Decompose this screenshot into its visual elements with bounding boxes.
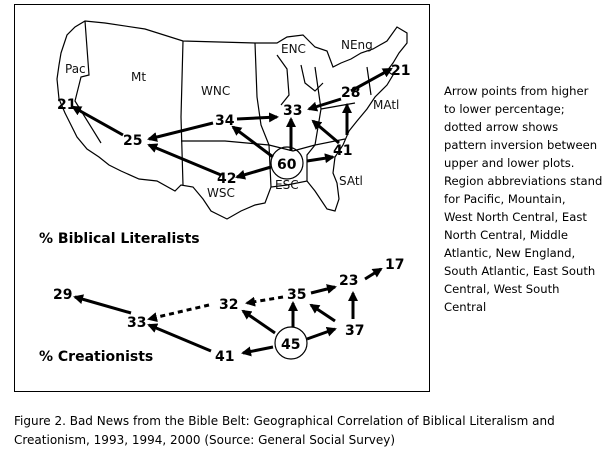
note-line: Atlantic, New England, bbox=[444, 246, 576, 260]
arrow-enc-to-wnc-cre bbox=[247, 297, 283, 303]
arrow-wnc-to-enc-lit bbox=[237, 117, 277, 119]
note-line: pattern inversion between bbox=[444, 138, 598, 152]
arrow-satl-to-enc-cre bbox=[311, 305, 335, 321]
region-label-satl: SAtl bbox=[339, 174, 363, 188]
cre-value-mt: 33 bbox=[127, 315, 147, 331]
caption-line: Creationism, 1993, 1994, 2000 (Source: General Social Survey) bbox=[14, 433, 396, 447]
arrow-mt-to-pac-cre bbox=[75, 297, 131, 313]
region-label-pac: Pac bbox=[65, 62, 86, 76]
cre-value-esc: 45 bbox=[281, 337, 301, 353]
cre-value-enc: 35 bbox=[287, 287, 307, 303]
note-line: to lower percentage; bbox=[444, 102, 565, 116]
region-label-mt: Mt bbox=[131, 70, 147, 84]
region-label-esc: ESC bbox=[275, 178, 299, 192]
region-label-enc: ENC bbox=[281, 42, 306, 56]
arrow-matl-to-enc-lit bbox=[309, 99, 341, 109]
note-line: South Atlantic, East South bbox=[444, 264, 596, 278]
note-line: for Pacific, Mountain, bbox=[444, 192, 566, 206]
boundary-mt-west bbox=[181, 41, 183, 185]
cre-value-pac: 29 bbox=[53, 287, 73, 303]
arrow-wnc-to-mt-cre bbox=[149, 305, 209, 319]
figure-svg bbox=[15, 5, 431, 393]
cre-value-neng: 17 bbox=[385, 257, 405, 273]
caption-line: Figure 2. Bad News from the Bible Belt: Geographical Correlation of Biblical Literalism and bbox=[14, 414, 555, 428]
explanatory-note bbox=[444, 82, 604, 316]
lit-value-pac: 21 bbox=[57, 97, 77, 113]
arrow-esc-to-wnc-cre bbox=[243, 311, 275, 333]
arrow-esc-to-wsc-cre bbox=[243, 347, 273, 353]
boundary-great-lakes bbox=[277, 55, 323, 105]
cre-value-matl: 23 bbox=[339, 273, 359, 289]
lit-value-wsc: 42 bbox=[217, 171, 237, 187]
figure-panel bbox=[14, 4, 430, 392]
note-line: West North Central, East bbox=[444, 210, 587, 224]
note-line: Region abbreviations stand bbox=[444, 174, 603, 188]
arrow-enc-to-matl-cre bbox=[311, 287, 335, 293]
arrow-esc-to-wsc-lit bbox=[237, 167, 271, 177]
arrow-esc-to-satl-lit bbox=[307, 157, 333, 161]
note-line: Central bbox=[444, 300, 487, 314]
lit-value-wnc: 34 bbox=[215, 113, 235, 129]
note-line: Arrow points from higher bbox=[444, 84, 589, 98]
lit-value-matl: 28 bbox=[341, 85, 361, 101]
boundary-wnc-enc bbox=[255, 43, 269, 145]
literalists-title: % Biblical Literalists bbox=[39, 231, 200, 247]
arrow-wsc-to-mt-cre bbox=[149, 325, 211, 351]
note-line: dotted arrow shows bbox=[444, 120, 559, 134]
lit-value-enc: 33 bbox=[283, 103, 303, 119]
note-line: Central, West South bbox=[444, 282, 560, 296]
arrow-esc-to-satl-cre bbox=[307, 329, 335, 339]
arrow-wsc-to-mt-lit bbox=[149, 145, 221, 175]
lit-value-mt: 25 bbox=[123, 133, 143, 149]
lit-value-neng: 21 bbox=[391, 63, 411, 79]
region-label-matl: MAtl bbox=[373, 98, 400, 112]
region-label-neng: NEng bbox=[341, 38, 373, 52]
cre-value-wsc: 41 bbox=[215, 349, 235, 365]
lit-value-esc: 60 bbox=[277, 157, 297, 173]
creationists-title: % Creationists bbox=[39, 349, 154, 365]
region-label-wnc: WNC bbox=[201, 84, 231, 98]
figure-caption bbox=[14, 412, 610, 450]
arrow-matl-to-neng-cre bbox=[365, 269, 381, 279]
note-line: upper and lower plots. bbox=[444, 156, 575, 170]
boundary-pac-mt bbox=[75, 21, 101, 143]
cre-value-satl: 37 bbox=[345, 323, 365, 339]
region-label-wsc: WSC bbox=[207, 186, 235, 200]
cre-value-wnc: 32 bbox=[219, 297, 239, 313]
arrow-mt-to-pac-lit bbox=[73, 107, 123, 135]
note-line: North Central, Middle bbox=[444, 228, 568, 242]
lit-value-satl: 41 bbox=[333, 143, 353, 159]
